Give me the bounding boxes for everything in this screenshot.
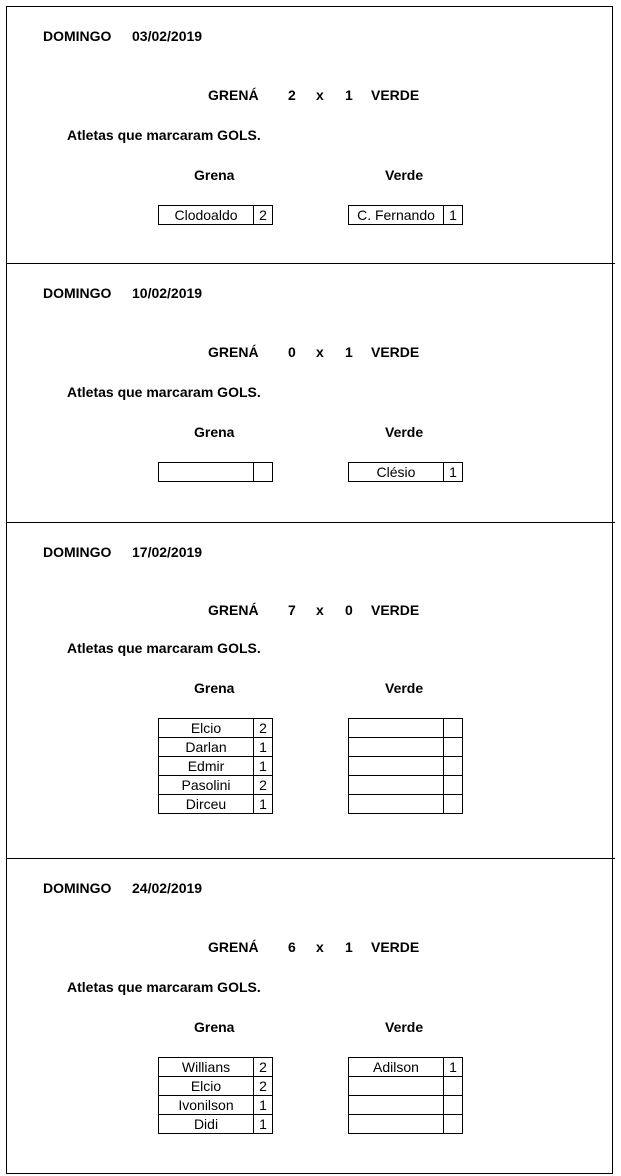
away-score: 0 — [345, 602, 353, 618]
player-name — [349, 738, 444, 757]
scorers-left-table — [158, 1057, 273, 1134]
away-team: VERDE — [371, 87, 420, 103]
goal-count: 1 — [254, 1115, 273, 1134]
table-row — [349, 719, 463, 738]
match-date: 24/02/2019 — [132, 880, 203, 896]
goal-count: 2 — [254, 206, 273, 225]
table-row — [159, 757, 273, 776]
goal-count — [444, 738, 463, 757]
match-day: DOMINGO — [43, 28, 112, 44]
col-right-label: Verde — [385, 1019, 424, 1035]
player-name: Clodoaldo — [159, 206, 254, 225]
player-name: Didi — [159, 1115, 254, 1134]
goal-count: 1 — [444, 1058, 463, 1077]
match-date: 17/02/2019 — [132, 544, 203, 560]
player-name — [159, 463, 254, 482]
away-score: 1 — [345, 87, 353, 103]
home-score: 6 — [288, 939, 296, 955]
player-name — [349, 757, 444, 776]
away-score: 1 — [345, 344, 353, 360]
away-team: VERDE — [371, 344, 420, 360]
match-date: 03/02/2019 — [132, 28, 203, 44]
col-left-label: Grena — [194, 680, 235, 696]
scorers-left-table — [158, 462, 273, 482]
player-name — [349, 1115, 444, 1134]
player-name — [349, 1077, 444, 1096]
col-left-label: Grena — [194, 424, 235, 440]
match-day: DOMINGO — [43, 544, 112, 560]
goal-count — [444, 757, 463, 776]
scorers-right-table — [348, 205, 463, 225]
player-name: Elcio — [159, 1077, 254, 1096]
goal-count: 1 — [254, 738, 273, 757]
home-team: GRENÁ — [208, 87, 259, 103]
goal-count: 1 — [444, 206, 463, 225]
player-name — [349, 719, 444, 738]
goal-count: 1 — [254, 795, 273, 814]
scorers-right-table — [348, 462, 463, 482]
col-right-label: Verde — [385, 167, 424, 183]
match-day: DOMINGO — [43, 880, 112, 896]
goal-count — [444, 1096, 463, 1115]
goal-count — [444, 719, 463, 738]
player-name — [349, 795, 444, 814]
player-name: C. Fernando — [349, 206, 444, 225]
goal-count: 2 — [254, 719, 273, 738]
home-team: GRENÁ — [208, 939, 259, 955]
scorers-right-table — [348, 718, 463, 814]
goal-count: 1 — [254, 757, 273, 776]
goals-heading: Atletas que marcaram GOLS. — [67, 979, 261, 995]
table-row — [349, 776, 463, 795]
player-name: Pasolini — [159, 776, 254, 795]
table-row — [349, 1096, 463, 1115]
table-row — [159, 719, 273, 738]
goal-count — [444, 1077, 463, 1096]
match-day: DOMINGO — [43, 285, 112, 301]
table-row — [349, 795, 463, 814]
player-name: Willians — [159, 1058, 254, 1077]
table-row — [349, 1077, 463, 1096]
score-separator: x — [316, 87, 324, 103]
home-team: GRENÁ — [208, 602, 259, 618]
goals-heading: Atletas que marcaram GOLS. — [67, 640, 261, 656]
table-row — [349, 738, 463, 757]
player-name — [349, 1096, 444, 1115]
goal-count: 2 — [254, 776, 273, 795]
score-separator: x — [316, 939, 324, 955]
player-name: Darlan — [159, 738, 254, 757]
away-team: VERDE — [371, 939, 420, 955]
section-divider — [6, 263, 615, 264]
player-name: Edmir — [159, 757, 254, 776]
scorers-left-table — [158, 205, 273, 225]
goal-count: 1 — [254, 1096, 273, 1115]
away-team: VERDE — [371, 602, 420, 618]
table-row — [159, 1058, 273, 1077]
col-left-label: Grena — [194, 1019, 235, 1035]
player-name: Elcio — [159, 719, 254, 738]
home-score: 0 — [288, 344, 296, 360]
match-date: 10/02/2019 — [132, 285, 203, 301]
page-frame — [6, 6, 613, 1174]
table-row — [349, 206, 463, 225]
section-divider — [6, 858, 615, 859]
table-row — [349, 463, 463, 482]
goal-count — [444, 776, 463, 795]
away-score: 1 — [345, 939, 353, 955]
col-left-label: Grena — [194, 167, 235, 183]
goal-count — [254, 463, 273, 482]
player-name: Clésio — [349, 463, 444, 482]
player-name: Adilson — [349, 1058, 444, 1077]
table-row — [159, 463, 273, 482]
player-name: Ivonilson — [159, 1096, 254, 1115]
home-score: 2 — [288, 87, 296, 103]
goal-count: 1 — [444, 463, 463, 482]
goal-count: 2 — [254, 1077, 273, 1096]
score-separator: x — [316, 602, 324, 618]
scorers-right-table — [348, 1057, 463, 1134]
table-row — [159, 1077, 273, 1096]
table-row — [159, 776, 273, 795]
goals-heading: Atletas que marcaram GOLS. — [67, 384, 261, 400]
home-team: GRENÁ — [208, 344, 259, 360]
goals-heading: Atletas que marcaram GOLS. — [67, 127, 261, 143]
table-row — [349, 757, 463, 776]
section-divider — [6, 522, 615, 523]
table-row — [159, 1115, 273, 1134]
col-right-label: Verde — [385, 680, 424, 696]
goal-count — [444, 795, 463, 814]
player-name: Dirceu — [159, 795, 254, 814]
scorers-left-table — [158, 718, 273, 814]
player-name — [349, 776, 444, 795]
table-row — [159, 206, 273, 225]
score-separator: x — [316, 344, 324, 360]
table-row — [349, 1058, 463, 1077]
table-row — [349, 1115, 463, 1134]
col-right-label: Verde — [385, 424, 424, 440]
table-row — [159, 738, 273, 757]
table-row — [159, 1096, 273, 1115]
home-score: 7 — [288, 602, 296, 618]
goal-count — [444, 1115, 463, 1134]
goal-count: 2 — [254, 1058, 273, 1077]
table-row — [159, 795, 273, 814]
